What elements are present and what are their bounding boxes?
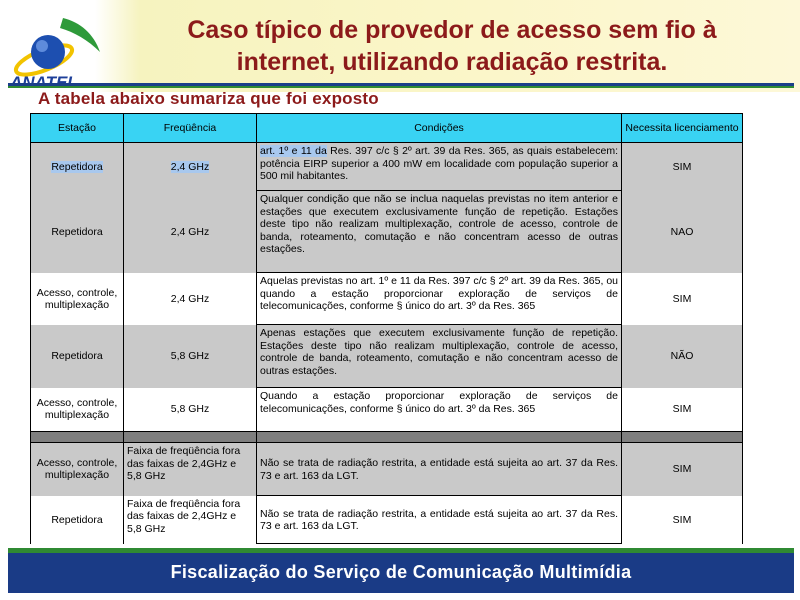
- header-rule-green: [8, 86, 794, 88]
- lic-cell: SIM: [622, 143, 743, 191]
- header-station: Estação: [31, 114, 124, 143]
- footer-bar: [8, 553, 794, 593]
- table-row: [31, 325, 743, 388]
- table-row: [31, 191, 743, 273]
- cond-text: Res. 397 c/c § 2º art. 39 da Res. 365, as quais estabelecem: potência EIRP superior a 400 mW em localidade com população superior a 500 mil habitantes.: [260, 145, 618, 182]
- station-cell: Acesso, controle, multiplexação: [31, 388, 124, 432]
- cond-cell: Não se trata de radiação restrita, a entidade está sujeita ao art. 37 da Res. 73 e art. 163 da LGT.: [257, 443, 622, 496]
- lic-cell: SIM: [622, 443, 743, 496]
- anatel-logo: [8, 12, 108, 92]
- freq-cell: [124, 143, 257, 191]
- footer-title: Fiscalização do Serviço de Comunicação Multimídia: [170, 562, 632, 582]
- freq-text: 2,4 GHz: [170, 160, 210, 173]
- subtitle: A tabela abaixo sumariza que foi exposto: [38, 89, 379, 108]
- station-text: Repetidora: [51, 160, 103, 173]
- header-conditions: Condições: [257, 114, 622, 143]
- station-cell: Repetidora: [31, 325, 124, 388]
- cond-cell: [257, 143, 622, 191]
- station-cell: Repetidora: [31, 191, 124, 273]
- cond-cell: Apenas estações que executem exclusivamente função de repetição. Estações deste tipo não realizam multiplexação, controle de acesso, controle de banda, roteamento, comutação e não concentram acesso de outras estações.: [257, 325, 622, 388]
- freq-cell: 5,8 GHz: [124, 388, 257, 432]
- lic-cell: SIM: [622, 273, 743, 325]
- cond-cell: Qualquer condição que não se inclua naquelas previstas no item anterior e estações que executem exclusivamente função de repetição. Estações deste tipo não realizam multiplexação, controle de acesso, controle de banda, roteamento, comutação e não concentram acesso de outras estações.: [257, 191, 622, 273]
- table-row: [31, 496, 743, 544]
- freq-cell: 5,8 GHz: [124, 325, 257, 388]
- separator-cell: [31, 432, 124, 443]
- header-licensing: Necessita licenciamento: [622, 114, 743, 143]
- separator-cell: [257, 432, 622, 443]
- title-line-1: Caso típico de provedor de acesso sem fio à: [187, 16, 717, 44]
- freq-cell: Faixa de freqüência fora das faixas de 2,4GHz e 5,8 GHz: [124, 496, 257, 544]
- lic-cell: NÃO: [622, 325, 743, 388]
- table-row: [31, 443, 743, 496]
- table-separator-row: [31, 432, 743, 443]
- freq-cell: 2,4 GHz: [124, 191, 257, 273]
- freq-cell: Faixa de freqüência fora das faixas de 2,4GHz e 5,8 GHz: [124, 443, 257, 496]
- page-title: [112, 14, 792, 78]
- cond-cell: Quando a estação proporcionar exploração de serviços de telecomunicações, conforme § único do art. 3º da Res. 365: [257, 388, 622, 432]
- lic-cell: NAO: [622, 191, 743, 273]
- summary-table-container: [30, 113, 742, 544]
- table-row: [31, 273, 743, 325]
- freq-cell: 2,4 GHz: [124, 273, 257, 325]
- cond-cell: Não se trata de radiação restrita, a entidade está sujeita ao art. 37 da Res. 73 e art. 163 da LGT.: [257, 496, 622, 544]
- title-line-2: internet, utilizando radiação restrita.: [236, 48, 668, 76]
- separator-cell: [124, 432, 257, 443]
- station-cell: [31, 143, 124, 191]
- table-row: [31, 388, 743, 432]
- separator-cell: [622, 432, 743, 443]
- summary-table: [30, 113, 743, 544]
- table-header-row: [31, 114, 743, 143]
- table-row: [31, 143, 743, 191]
- station-cell: Acesso, controle, multiplexação: [31, 443, 124, 496]
- station-cell: Acesso, controle, multiplexação: [31, 273, 124, 325]
- lic-cell: SIM: [622, 496, 743, 544]
- cond-cell: Aquelas previstas no art. 1º e 11 da Res. 397 c/c § 2º art. 39 da Res. 365, ou quando a estação proporcionar exploração de serviços de telecomunicações, conforme § único do art. 3º da Res. 365: [257, 273, 622, 325]
- header-frequency: Freqüência: [124, 114, 257, 143]
- cond-highlight: art. 1º e 11 da: [260, 145, 327, 157]
- lic-cell: SIM: [622, 388, 743, 432]
- station-cell: Repetidora: [31, 496, 124, 544]
